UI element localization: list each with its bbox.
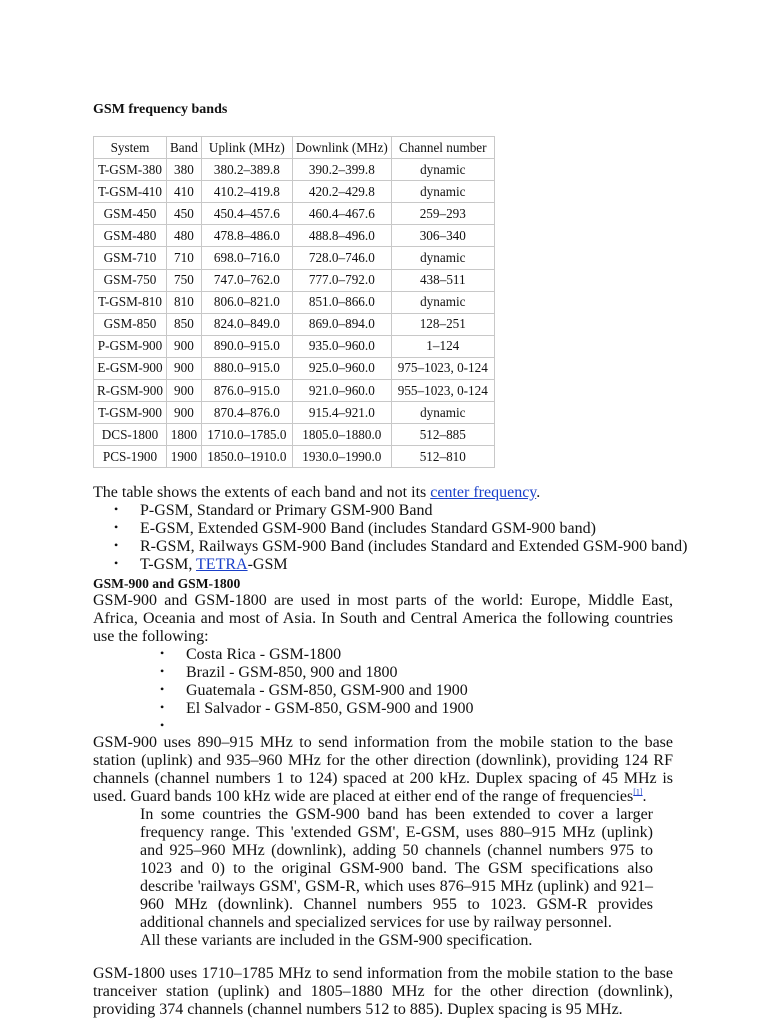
cell-downlink: 488.8–496.0 — [292, 225, 391, 247]
cell-channel-number: dynamic — [391, 247, 494, 269]
cell-system: R-GSM-900 — [94, 380, 167, 402]
tetra-link[interactable]: TETRA — [196, 556, 248, 573]
table-row — [94, 291, 495, 313]
cell-channel-number: 512–810 — [391, 446, 494, 468]
cell-downlink: 1930.0–1990.0 — [292, 446, 391, 468]
cell-uplink: 1710.0–1785.0 — [201, 424, 292, 446]
cell-channel-number: 975–1023, 0-124 — [391, 357, 494, 379]
cell-band: 900 — [167, 357, 202, 379]
center-frequency-note: The table shows the extents of each band and not its center frequency. — [93, 484, 541, 501]
cell-system: GSM-450 — [94, 203, 167, 225]
list-item: • R-GSM, Railways GSM-900 Band (includes Standard and Extended GSM-900 band) — [93, 538, 693, 556]
gsm-900-1800-section — [93, 576, 673, 1019]
cell-uplink: 478.8–486.0 — [201, 225, 292, 247]
extended-gsm-paragraph: In some countries the GSM-900 band has been extended to cover a larger frequency range. This 'extended GSM', E-GSM, uses 880–915 MHz (uplink) and 925–960 MHz (downlink), adding 50 channels (channel numbers 975 to 1023 and 0) to the original GSM-900 band. The GSM specifications also describe 'railways GSM', GSM-R, which uses 876–915 MHz (uplink) and 921–960 MHz (downlink). Channel numbers 955 to 1023. GSM-R provides additional channels and specialized services for use by railway personnel. — [140, 805, 653, 931]
cell-system: T-GSM-810 — [94, 291, 167, 313]
list-item: • P-GSM, Standard or Primary GSM-900 Band — [93, 502, 693, 520]
table-row — [94, 181, 495, 203]
table-row — [94, 424, 495, 446]
cell-downlink: 777.0–792.0 — [292, 269, 391, 291]
country-list — [93, 646, 673, 734]
cell-downlink: 869.0–894.0 — [292, 313, 391, 335]
cell-channel-number: 306–340 — [391, 225, 494, 247]
cell-channel-number: dynamic — [391, 291, 494, 313]
header-downlink: Downlink (MHz) — [292, 137, 391, 159]
cell-uplink: 410.2–419.8 — [201, 181, 292, 203]
table-header-row — [94, 137, 495, 159]
header-band: Band — [167, 137, 202, 159]
cell-band: 410 — [167, 181, 202, 203]
list-item — [93, 718, 673, 734]
table-row — [94, 402, 495, 424]
gsm1800-paragraph: GSM-1800 uses 1710–1785 MHz to send information from the mobile station to the base tranceiver station (uplink) and 1805–1880 MHz for the other direction (downlink), providing 374 channels (channel numbers 512 to 885). Duplex spacing is 95 MHz. — [93, 965, 673, 1019]
cell-uplink: 698.0–716.0 — [201, 247, 292, 269]
cell-band: 1900 — [167, 446, 202, 468]
header-channel-number: Channel number — [391, 137, 494, 159]
cell-channel-number: 259–293 — [391, 203, 494, 225]
list-item: • Costa Rica - GSM-1800 — [93, 646, 673, 664]
table-notes — [93, 484, 693, 574]
header-uplink: Uplink (MHz) — [201, 137, 292, 159]
cell-downlink: 935.0–960.0 — [292, 335, 391, 357]
cell-downlink: 460.4–467.6 — [292, 203, 391, 225]
table-row — [94, 269, 495, 291]
spacer — [93, 950, 673, 966]
cell-channel-number: 955–1023, 0-124 — [391, 380, 494, 402]
cell-downlink: 390.2–399.8 — [292, 159, 391, 181]
variant-list — [93, 502, 693, 574]
table-row — [94, 225, 495, 247]
cell-band: 900 — [167, 402, 202, 424]
table-row — [94, 380, 495, 402]
cell-uplink: 824.0–849.0 — [201, 313, 292, 335]
reference-1-link[interactable]: [1] — [633, 787, 643, 797]
page-heading: GSM frequency bands — [93, 102, 228, 117]
cell-system: DCS-1800 — [94, 424, 167, 446]
list-item: • E-GSM, Extended GSM-900 Band (includes Standard GSM-900 band) — [93, 520, 693, 538]
cell-uplink: 876.0–915.0 — [201, 380, 292, 402]
cell-downlink: 915.4–921.0 — [292, 402, 391, 424]
cell-band: 1800 — [167, 424, 202, 446]
table-row — [94, 335, 495, 357]
cell-channel-number: 512–885 — [391, 424, 494, 446]
gsm-bands-table — [93, 136, 495, 468]
section-heading: GSM-900 and GSM-1800 — [93, 576, 241, 591]
cell-downlink: 728.0–746.0 — [292, 247, 391, 269]
cell-uplink: 890.0–915.0 — [201, 335, 292, 357]
list-item: • Guatemala - GSM-850, GSM-900 and 1900 — [93, 682, 673, 700]
list-item: • T-GSM, TETRA-GSM — [93, 556, 693, 574]
cell-system: GSM-750 — [94, 269, 167, 291]
cell-channel-number: 1–124 — [391, 335, 494, 357]
list-item: • El Salvador - GSM-850, GSM-900 and 1900 — [93, 700, 673, 718]
cell-system: T-GSM-900 — [94, 402, 167, 424]
cell-channel-number: dynamic — [391, 159, 494, 181]
gsm900-paragraph: GSM-900 uses 890–915 MHz to send information from the mobile station to the base station (uplink) and 935–960 MHz for the other direction (downlink), providing 124 RF channels (channel numbers 1 to 124) spaced at 200 kHz. Duplex spacing of 45 MHz is used. Guard bands 100 kHz wide are placed at either end of the range of frequencies[1]. — [93, 733, 673, 805]
table-row — [94, 357, 495, 379]
cell-downlink: 921.0–960.0 — [292, 380, 391, 402]
cell-band: 380 — [167, 159, 202, 181]
cell-band: 480 — [167, 225, 202, 247]
cell-band: 450 — [167, 203, 202, 225]
variants-paragraph: All these variants are included in the GSM-900 specification. — [140, 931, 533, 949]
cell-system: P-GSM-900 — [94, 335, 167, 357]
section-intro: GSM-900 and GSM-1800 are used in most parts of the world: Europe, Middle East, Africa, Oceania and most of Asia. In South and Central America the following countries use the following: — [93, 592, 673, 645]
center-frequency-link[interactable]: center frequency — [430, 484, 537, 501]
cell-downlink: 925.0–960.0 — [292, 357, 391, 379]
cell-band: 810 — [167, 291, 202, 313]
cell-band: 850 — [167, 313, 202, 335]
cell-uplink: 870.4–876.0 — [201, 402, 292, 424]
cell-channel-number: 128–251 — [391, 313, 494, 335]
cell-downlink: 1805.0–1880.0 — [292, 424, 391, 446]
cell-band: 900 — [167, 335, 202, 357]
cell-uplink: 806.0–821.0 — [201, 291, 292, 313]
cell-system: GSM-710 — [94, 247, 167, 269]
cell-band: 710 — [167, 247, 202, 269]
cell-uplink: 1850.0–1910.0 — [201, 446, 292, 468]
cell-uplink: 747.0–762.0 — [201, 269, 292, 291]
table-row — [94, 203, 495, 225]
cell-uplink: 380.2–389.8 — [201, 159, 292, 181]
table-row — [94, 446, 495, 468]
cell-channel-number: 438–511 — [391, 269, 494, 291]
cell-downlink: 851.0–866.0 — [292, 291, 391, 313]
table-row — [94, 313, 495, 335]
cell-downlink: 420.2–429.8 — [292, 181, 391, 203]
list-item: • Brazil - GSM-850, 900 and 1800 — [93, 664, 673, 682]
cell-uplink: 880.0–915.0 — [201, 357, 292, 379]
header-system: System — [94, 137, 167, 159]
table-row — [94, 247, 495, 269]
cell-system: GSM-850 — [94, 313, 167, 335]
cell-channel-number: dynamic — [391, 181, 494, 203]
cell-system: T-GSM-410 — [94, 181, 167, 203]
table-row — [94, 159, 495, 181]
cell-uplink: 450.4–457.6 — [201, 203, 292, 225]
cell-channel-number: dynamic — [391, 402, 494, 424]
cell-band: 750 — [167, 269, 202, 291]
cell-system: PCS-1900 — [94, 446, 167, 468]
cell-band: 900 — [167, 380, 202, 402]
cell-system: T-GSM-380 — [94, 159, 167, 181]
cell-system: GSM-480 — [94, 225, 167, 247]
cell-system: E-GSM-900 — [94, 357, 167, 379]
